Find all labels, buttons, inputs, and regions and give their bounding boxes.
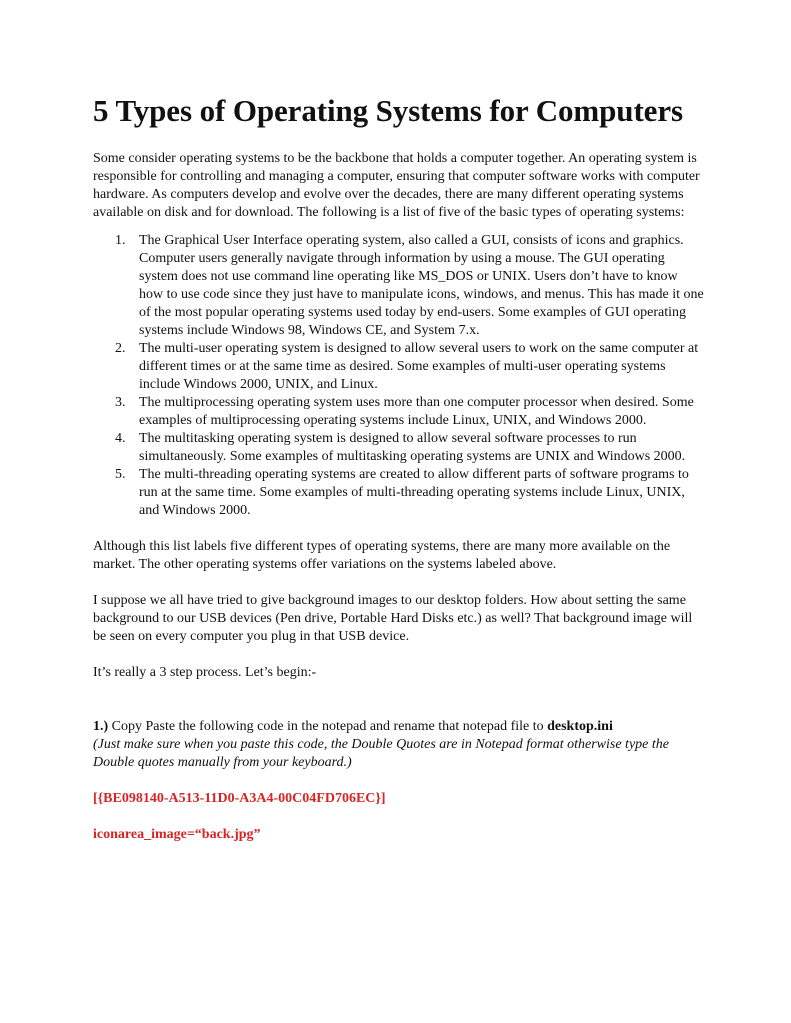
list-number: 2.: [115, 341, 126, 356]
step-1-filename: desktop.ini: [547, 719, 613, 734]
usb-intro-paragraph: I suppose we all have tried to give background images to our desktop folders. How about setting the same background to our USB devices (Pen drive, Portable Hard Disks etc.) as well? That background image will be seen on every computer you plug in that USB device.: [93, 593, 693, 644]
list-number: 3.: [115, 395, 126, 410]
list-item-text: The multi-threading operating systems are created to allow different parts of software programs to run at the same time. Some examples of multi-threading operating systems include Linux, UNIX, and Windows 2000.: [139, 467, 689, 518]
list-item: [93, 394, 705, 430]
list-number: 4.: [115, 431, 126, 446]
process-paragraph: It’s really a 3 step process. Let’s begin:-: [93, 665, 317, 680]
list-item-text: The Graphical User Interface operating system, also called a GUI, consists of icons and graphics. Computer users generally navigate through information by using a mouse. The GUI operating system does not use command line operating like MS_DOS or UNIX. Users don’t have to know how to use code since they just have to manipulate icons, windows, and menus. This has made it one of the most popular operating systems used today by end-users. Some examples of GUI operating systems include Windows 98, Windows CE, and System 7.x.: [139, 233, 704, 338]
page-title: 5 Types of Operating Systems for Computers: [93, 93, 683, 128]
code-line-clsid: [{BE098140-A513-11D0-A3A4-00C04FD706EC}]: [93, 791, 386, 806]
list-item: [93, 340, 705, 394]
list-item: [93, 430, 705, 466]
list-number: 5.: [115, 467, 126, 482]
step-1-label: 1.): [93, 719, 109, 734]
os-types-list: [93, 232, 705, 520]
list-item-text: The multi-user operating system is designed to allow several users to work on the same computer at different times or at the same time as desired. Some examples of multi-user operating systems include Windows 2000, UNIX, and Linux.: [139, 341, 699, 392]
closing-paragraph: Although this list labels five different types of operating systems, there are many more available on the market. The other operating systems offer variations on the systems labeled above.: [93, 539, 671, 572]
list-item: [93, 466, 705, 520]
step-1-paragraph: [93, 718, 705, 772]
list-item: [93, 232, 705, 340]
list-number: 1.: [115, 233, 126, 248]
document-page: [93, 92, 705, 844]
list-item-text: The multitasking operating system is designed to allow several software processes to run simultaneously. Some examples of multitasking operating systems are UNIX and Windows 2000.: [139, 431, 686, 464]
list-item-text: The multiprocessing operating system uses more than one computer processor when desired. Some examples of multiprocessing operating systems include Linux, UNIX, and Windows 2000.: [139, 395, 694, 428]
intro-paragraph: Some consider operating systems to be the backbone that holds a computer together. An operating system is responsible for controlling and managing a computer, ensuring that computer software works with computer hardware. As computers develop and evolve over the decades, there are many different operating systems available on disk and for download. The following is a list of five of the basic types of operating systems:: [93, 151, 700, 220]
code-line-iconarea: iconarea_image=“back.jpg”: [93, 827, 261, 842]
step-1-text: Copy Paste the following code in the notepad and rename that notepad file to: [108, 719, 548, 734]
step-1-note: (Just make sure when you paste this code, the Double Quotes are in Notepad format otherwise type the Double quotes manually from your keyboard.): [93, 737, 669, 770]
